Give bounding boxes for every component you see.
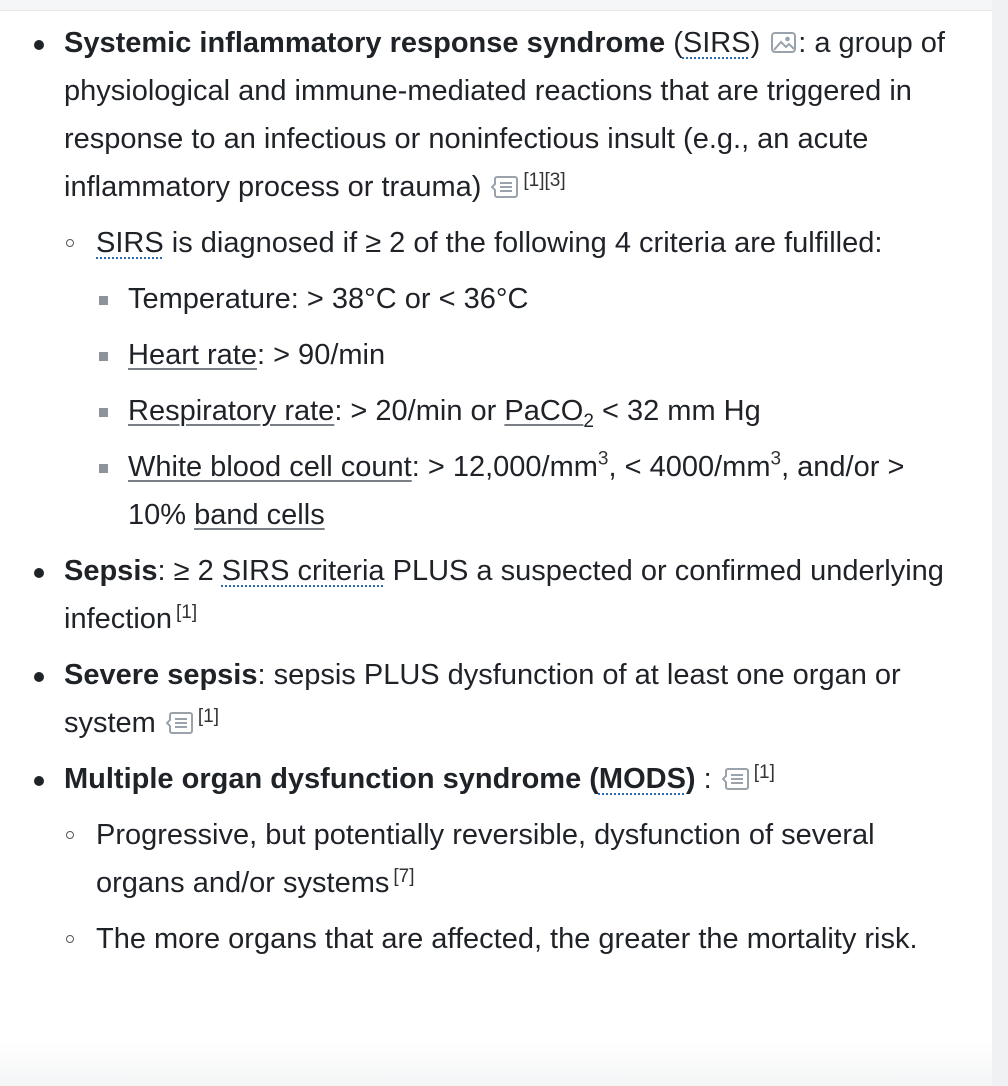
scrollbar[interactable] xyxy=(992,0,1008,1086)
criterion-wbc xyxy=(128,443,964,539)
criterion-heart-rate xyxy=(128,331,964,379)
criteria-list xyxy=(128,275,964,539)
paren-open: ( xyxy=(665,27,683,59)
bullet xyxy=(66,239,74,247)
bullet xyxy=(99,296,108,305)
mods-sublist xyxy=(96,811,964,963)
reference-link[interactable]: [7] xyxy=(393,866,415,887)
criterion-text: , and/or > 10% xyxy=(128,451,905,531)
bullet xyxy=(34,568,44,578)
article-content xyxy=(64,19,964,971)
definition-list xyxy=(64,19,964,963)
bullet xyxy=(34,40,44,50)
term-severe-sepsis: Severe sepsis xyxy=(64,659,258,691)
mods-subitem xyxy=(96,915,964,963)
mods-text: : xyxy=(695,763,712,795)
note-icon[interactable] xyxy=(166,703,194,729)
abbr-sirs-link[interactable]: SIRS xyxy=(682,27,751,59)
superscript: 3 xyxy=(770,448,782,470)
bullet xyxy=(66,831,74,839)
list-item-severe-sepsis xyxy=(64,651,964,747)
sirs-definition: : a group of physiological and immune-mediated reactions that are triggered in response to an infectious or noninfectious insult (e.g., an acute inflammatory process or trauma) xyxy=(64,27,945,203)
sirs-sublist xyxy=(96,219,964,539)
criterion-temperature xyxy=(128,275,964,323)
criterion-text: : > 20/min or xyxy=(334,395,505,427)
reference-link[interactable]: [1] xyxy=(197,706,219,727)
paren-close: ) xyxy=(750,27,761,59)
top-bar xyxy=(0,0,992,11)
term-sepsis: Sepsis xyxy=(64,555,158,587)
term-mods-text: Multiple organ dysfunction syndrome ( xyxy=(64,763,599,795)
bullet xyxy=(34,776,44,786)
note-icon[interactable] xyxy=(722,759,750,785)
term-mods xyxy=(64,763,696,795)
abbr-sirs-link[interactable]: SIRS xyxy=(96,227,164,259)
term-sirs: Systemic inflammatory response syndrome xyxy=(64,27,666,59)
criterion-text: < 32 mm Hg xyxy=(593,395,761,427)
heart-rate-link[interactable]: Heart rate xyxy=(128,339,257,371)
image-icon[interactable] xyxy=(770,23,798,49)
abbr-mods-link[interactable]: MODS xyxy=(598,763,686,795)
reference-link[interactable]: [1] xyxy=(753,762,775,783)
severe-sepsis-text: : sepsis PLUS dysfunction of at least one organ or system xyxy=(64,659,901,739)
bullet xyxy=(34,672,44,682)
criterion-text: : > 90/min xyxy=(256,339,386,371)
bullet xyxy=(99,408,108,417)
list-item-sirs-criteria xyxy=(96,219,964,539)
band-cells-link[interactable]: band cells xyxy=(194,499,325,531)
respiratory-rate-link[interactable]: Respiratory rate xyxy=(128,395,335,427)
note-icon[interactable] xyxy=(491,167,519,193)
sepsis-text: : ≥ 2 xyxy=(157,555,222,587)
mods-subitem-text: Progressive, but potentially reversible, dysfunction of several organs and/or systems xyxy=(96,819,875,899)
list-item-sepsis xyxy=(64,547,964,643)
criterion-respiratory-rate xyxy=(128,387,964,435)
wbc-count-link[interactable]: White blood cell count xyxy=(128,451,412,483)
reference-link[interactable]: [1] xyxy=(176,602,198,623)
criterion-text: , < 4000/mm xyxy=(608,451,771,483)
criterion-text: : > 12,000/mm xyxy=(411,451,598,483)
sirs-criteria-link[interactable]: SIRS criteria xyxy=(221,555,385,587)
reference-link[interactable]: [1][3] xyxy=(523,170,566,191)
sepsis-text: PLUS a suspected or confirmed underlying infection xyxy=(64,555,944,635)
criterion-text: Temperature: > 38°C or < 36°C xyxy=(128,283,529,315)
paco2-text: PaCO xyxy=(504,395,584,427)
bullet xyxy=(99,464,108,473)
bullet xyxy=(99,352,108,361)
list-item-mods xyxy=(64,755,964,963)
bullet xyxy=(66,935,74,943)
term-mods-text: ) xyxy=(685,763,696,795)
criteria-intro: is diagnosed if ≥ 2 of the following 4 criteria are fulfilled: xyxy=(163,227,883,259)
paco2-link[interactable] xyxy=(504,395,594,432)
mods-subitem-text: The more organs that are affected, the greater the mortality risk. xyxy=(96,923,918,955)
superscript: 3 xyxy=(597,448,609,470)
mods-subitem xyxy=(96,811,964,907)
paco2-subscript: 2 xyxy=(583,410,594,432)
bottom-fade xyxy=(0,1042,992,1086)
list-item-sirs xyxy=(64,19,964,539)
